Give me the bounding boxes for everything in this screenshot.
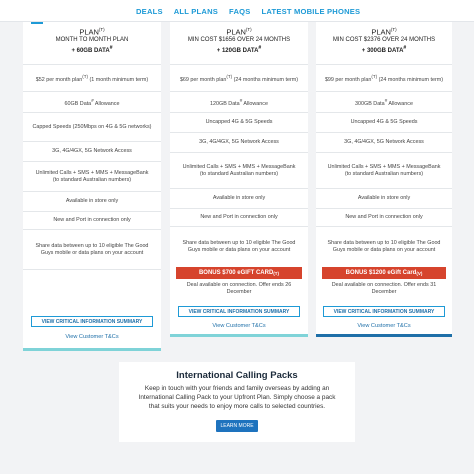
bonus-note: Deal available on connection. Offer ends 26 December [186,282,292,295]
view-cis-button[interactable]: VIEW CRITICAL INFORMATION SUMMARY [178,306,300,317]
feature-calls: Unlimited Calls + SMS + MMS + MessageBank (to standard Australian numbers) [316,152,452,188]
feature-store: Available in store only [23,191,161,211]
plan-data: + 300GB DATA# [361,44,407,54]
feature-allowance: 120GB Data# Allowance [170,91,308,112]
feature-list [170,64,308,266]
plan-subtitle: MONTH TO MONTH PLAN [55,36,129,43]
card-underline [170,334,308,337]
plan-card-1 [23,22,161,351]
plan-subtitle: MIN COST $1656 OVER 24 MONTHS [187,36,291,43]
view-cis-button[interactable]: VIEW CRITICAL INFORMATION SUMMARY [323,306,445,317]
card-underline [316,334,452,337]
feature-port: New and Port in connection only [170,208,308,226]
feature-network: 3G, 4G/4GX, 5G Network Access [23,141,161,161]
nav-faqs[interactable]: FAQS [229,6,251,16]
feature-port: New and Port in connection only [23,211,161,229]
plan-title: $PLAN^{(T)}$ [79,27,105,37]
view-customer-tcs-link[interactable]: View Customer T&Cs [357,323,411,329]
view-cis-button[interactable]: VIEW CRITICAL INFORMATION SUMMARY [31,316,153,327]
feature-port: New and Port in connection only [316,208,452,226]
feature-list [316,64,452,266]
plan-data: + 120GB DATA# [216,44,262,54]
feature-price: $69 per month plan$^{(T)}$ (24 months minimum term) [170,64,308,91]
feature-price: $99 per month plan$^{(T)}$ (24 months minimum term) [316,64,452,91]
feature-allowance: 300GB Data# Allowance [316,91,452,112]
feature-speed: Uncapped 4G & 5G Speeds [316,112,452,132]
feature-speed: Capped Speeds (250Mbps on 4G & 5G networks) [23,112,161,141]
plan-header [170,22,308,62]
top-navigation [0,0,474,22]
feature-network: 3G, 4G/4GX, 5G Network Access [316,132,452,152]
feature-spacer [23,269,161,289]
feature-store: Available in store only [170,188,308,208]
plan-card-2 [170,22,308,337]
card-accent-bar [31,22,43,24]
plan-data: + 60GB DATA# [71,44,113,54]
feature-speed: Uncapped 4G & 5G Speeds [170,112,308,132]
plan-title: $PLAN^{(T)}$ [226,27,252,37]
plan-title: $PLAN^{(T)}$ [371,27,397,37]
nav-latest-mobile-phones[interactable]: LATEST MOBILE PHONES [261,6,361,16]
intl-body: Keep in touch with your friends and family overseas by adding an International Calling Pack to your Upfront Plan. Simply choose a pack that suits your needs to enjoy more calls to selected countries. [138,385,336,410]
view-customer-tcs-link[interactable]: View Customer T&Cs [65,334,119,340]
learn-more-button[interactable]: LEARN MORE [216,420,258,432]
feature-store: Available in store only [316,188,452,208]
nav-items [136,0,360,22]
feature-calls: Unlimited Calls + SMS + MMS + MessageBank (to standard Australian numbers) [23,161,161,191]
feature-price: $52 per month plan$^{(T)}$ (1 month minimum term) [23,64,161,91]
intl-title: International Calling Packs [176,370,298,381]
feature-share: Share data between up to 10 eligible The Good Guys mobile or data plans on your account [170,226,308,266]
view-customer-tcs-link[interactable]: View Customer T&Cs [212,323,266,329]
feature-share: Share data between up to 10 eligible The Good Guys mobile or data plans on your account [23,229,161,269]
plan-header [316,22,452,62]
bonus-note: Deal available on connection. Offer ends 31 December [331,282,437,295]
feature-calls: Unlimited Calls + SMS + MMS + MessageBank (to standard Australian numbers) [170,152,308,188]
feature-list [23,64,161,289]
nav-all-plans[interactable]: ALL PLANS [173,6,219,16]
card-underline [23,348,161,351]
plan-card-3 [316,22,452,337]
plan-header [23,22,161,62]
feature-allowance: 60GB Data# Allowance [23,91,161,112]
bonus-banner: BONUS $1200 eGift Card (V) [322,267,446,279]
plan-subtitle: MIN COST $2376 OVER 24 MONTHS [332,36,436,43]
nav-deals[interactable]: DEALS [136,6,163,16]
feature-share: Share data between up to 10 eligible The Good Guys mobile or data plans on your account [316,226,452,266]
feature-network: 3G, 4G/4GX, 5G Network Access [170,132,308,152]
bonus-banner: BONUS $700 eGIFT CARD (T) [176,267,302,279]
